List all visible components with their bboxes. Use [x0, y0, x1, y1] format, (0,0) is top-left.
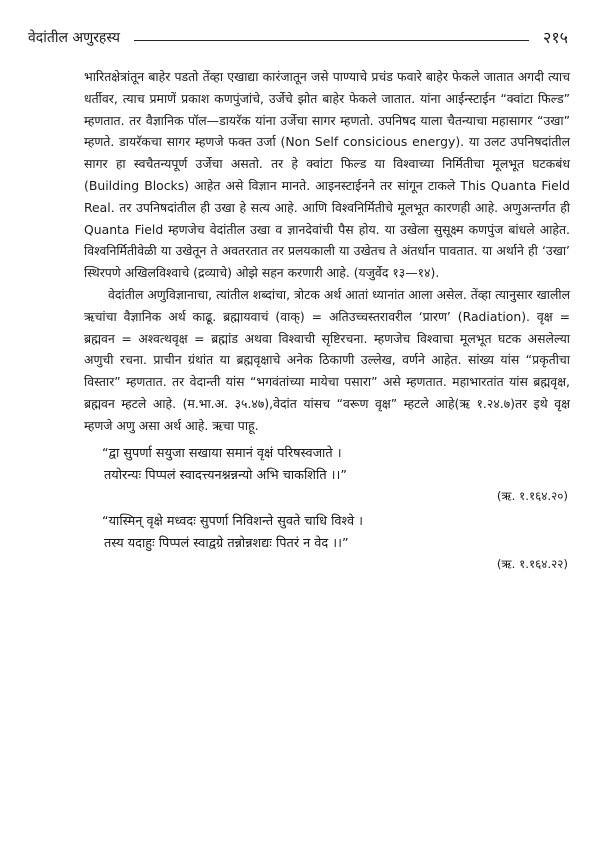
verse-1: [84, 443, 570, 505]
verse-1-reference: (ऋ. १.१६४.२०): [496, 488, 568, 503]
verse-2-line-1: “यास्मिन् वृक्षे मध्वदः सुपर्णा निविशन्ते सुवते चाधि विश्वे ।: [102, 513, 363, 529]
paragraph-2: वेदांतील अणुविज्ञानाचा, त्यांतील शब्दांचा, त्रोटक अर्थ आतां ध्यानांत आला असेल. तेंव्हा त्यानुसार खालील ऋचांचा वैज्ञानिक अर्थ काढू. ब्रह्मायवाचं (वाक्) = अतिउच्चस्तरावरील ‘प्रारण’ (Radiation). वृक्ष = ब्रह्मवन = अश्वत्थवृक्ष = ब्रह्मांड अथवा विश्वाची सृष्टिरचना. म्हणजेच विश्वाचा मूलभूत घटक असलेल्या अणुची रचना. प्राचीन ग्रंथांत या ब्रह्मवृक्षाचे अनेक ठिकाणी उल्लेख, वर्णने आहेत. सांख्य यांस “प्रकृतीचा विस्तार” म्हणतात. तर वेदान्ती यांस “भगवंतांच्या मायेचा पसारा” असे म्हणतात. महाभारतांत यांस ब्रह्मवृक्ष, ब्रह्मवन म्हटले आहे. (म.भा.अ. ३५.४७),वेदांत यांसच “वरूण वृक्ष” म्हटले आहे(ऋ १.२४.७)तर इथे वृक्ष म्हणजे अणु असा अर्थ आहे. ऋचा पाहू.: [84, 286, 570, 433]
page-number: २१५: [543, 28, 568, 47]
paragraph-1: भारितक्षेत्रांतून बाहेर पडतो तेंव्हा एखाद्या कारंजातून जसे पाण्याचे प्रचंड फवारे बाहेर फेकले जातात अगदी त्याच धर्तीवर, त्याच प्रमाणें प्रकाश कणपुंजांचे, उर्जेचे झोत बाहेर फेकले जातात. यांना आईन्स्टाईन “क्वांटा फिल्ड” म्हणतात. तर वैज्ञानिक पॉल—डायरॅक यांना उर्जेचा सागर म्हणतो. उपनिषद याला चैतन्याचा महासागर “उखा” म्हणते. डायरॅकचा सागर म्हणजे फक्त उर्जा (Non Self consicious energy). या उलट उपनिषदांतील सागर हा स्वचैतन्यपूर्ण उर्जेचा असतो. तर हे क्वांटा फिल्ड या विश्वाच्या निर्मितीचा मूलभूत घटकबंध (Building Blocks) आहेत असे विज्ञान मानते. आइनस्टाईनने तर सांगून टाकले This Quanta Field Real. तर उपनिषदांतील ही उखा हे सत्य आहे. आणि विश्वनिर्मितीचे मूलभूत कारणही आहे. अणुअन्तर्गत ही Quanta Field म्हणजेच वेदांतील उखा व ज्ञानदेवांची पैस होय. या उखेला सुसूक्ष्म कणपुंज बांधले आहेत. विश्वनिर्मितीवेळी या उखेतून ते अवतरतात तर प्रलयकाली या उखेतच ते अंतर्धान पावतात. या अर्थाने ही ‘उखा’ स्थिरपणे अखिलविश्वाचे (द्रव्याचे) ओझे सहन करणारी आहे. (यजुर्वेद १३—१४).: [84, 69, 570, 281]
verse-2-reference: (ऋ. १.१६४.२२): [496, 556, 568, 571]
verse-1-line-1: “द्वा सुपर्णा सयुजा सखाया समानं वृक्षं परिषस्वजाते ।: [102, 445, 342, 461]
running-header: [28, 26, 568, 48]
verse-2: [84, 511, 570, 573]
page-body: [84, 66, 570, 573]
header-rule: [134, 40, 529, 41]
verse-2-line-2: तस्य यदाहुः पिप्पलं स्वाद्वग्रे तन्नोन्नशद्यः पितरं न वेद ।।”: [104, 535, 349, 551]
chapter-title: वेदांतील अणुरहस्य: [28, 29, 120, 46]
verse-1-line-2: तयोरन्यः पिप्पलं स्वादत्त्यनश्नन्नन्यो अभि चाकशिति ।।”: [104, 467, 348, 483]
